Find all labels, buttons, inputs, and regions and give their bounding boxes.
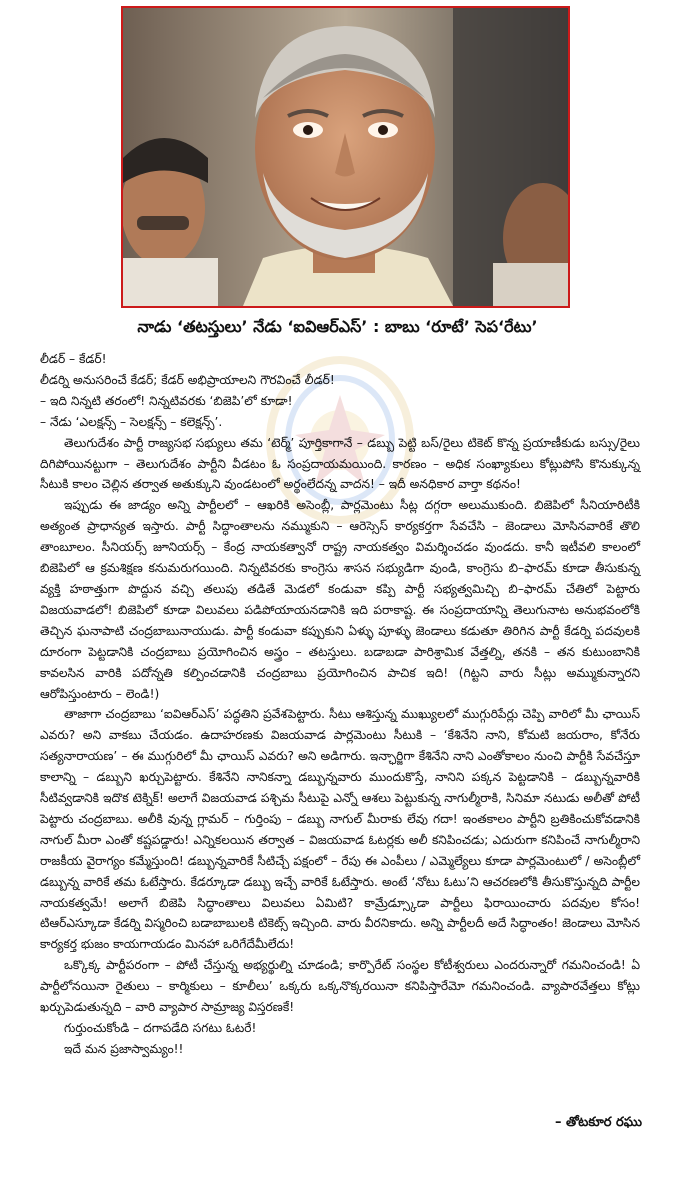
intro-line: – నేడు ‘ఎలక్షన్స్ – సెలక్షన్స్ – కలెక్షన్స్’. [40, 414, 223, 429]
portrait-image [123, 8, 568, 306]
intro-line: లీడర్ – కేడర్! [40, 352, 107, 366]
leader-photo [121, 6, 570, 308]
author-signature: – తోటకూర రఘు [554, 1115, 642, 1130]
article-paragraph: ఇప్పుడు ఈ జాడ్యం అన్ని పార్టీలలో – ఆఖరికి అసెంబ్లీ, పార్లమెంటు సీట్ల దగ్గరా అలుముకుంది. బిజెపిలో సీనియారిటీకి అత్యంత ప్రాధాన్యత ఇస్తారు. పార్టీ సిద్ధాంతాలను నమ్ముకుని – ఆరెస్సెస్ కార్యకర్తగా సేవచేసి – జెండాలు మోసినవారికే తొలి తాంబూలం. సీనియర్స్ జూనియర్స్ – కేంద్ర నాయకత్వానో రాష్ట్ర నాయకత్వం విమర్శించడం వుండదు. కానీ ఇటీవలి కాలంలో బిజెపిలో ఆ క్రమశిక్షణ కనుమరుగయింది. నిన్నటివరకు కాంగ్రెసు శాసన సభ్యుడిగా వుండి, కాంగ్రెసు బి–ఫారమ్ కూడా తీసుకున్న వ్యక్తి హఠాత్తుగా పొద్దున వచ్చి తలుపు తడితే మెడలో కండువా కప్పి పార్టీ సభ్యత్వమిచ్చి బి–ఫారమ్ చేతిలో పెట్టారు విజయవాడలో! బిజెపిలో కూడా విలువలు పడిపోయాయనడానికి ఇది పరాకాష్ట. ఈ సంప్రదాయాన్ని తెలుగునాట అనుభవంలోకి తెచ్చిన ఘనాపాటి చంద్రబాబునాయుడు. పార్టీ కండువా కప్పుకుని ఏళ్ళు పూళ్ళు జెండాలు కడుతూ తిరిగిన పార్టీ కేడర్ని పదవులకి దూరంగా పెట్టడానికి చంద్రబాబు ప్రయోగించిన అస్త్రం – తటస్తులు. బడాబడా పారిశ్రామిక వేత్తల్ని, తనకి – తన కుటుంబానికి కావలసిన వారికి పదోన్నతి కల్పించడానికి చంద్రబాబు ప్రయోగించిన పాచిక ఇది! (గిట్టని వారు సీట్లు అమ్ముకున్నారని ఆరోపిస్తుంటారు – లెండి!) [40, 498, 640, 701]
article-paragraph: తెలుగుదేశం పార్టీ రాజ్యసభ సభ్యులు తమ ‘టెర్మ్’ పూర్తికాగానే – డబ్బు పెట్టి బస్/రైలు టికెట్ కొన్న ప్రయాణీకుడు బస్సు/రైలు దిగిపోయినట్టుగా – తెలుగుదేశం పార్టీని వీడటం ఓ సంప్రదాయమయింది. కారణం – అధిక సంఖ్యాకులు కోట్లుపోసి కొనుక్కున్న సీటుకి కాలం చెల్లిన తర్వాత అతుక్కుని వుండటంలో అర్థంలేదన్న వాదన! – ఇదీ అనధికార వార్తా కథనం! [40, 435, 640, 492]
closing-line: గుర్తుంచుకోండి – దగాపడేది సగటు ఓటరే! [64, 1021, 257, 1035]
closing-line: ఇదే మన ప్రజాస్వామ్యం!! [64, 1041, 184, 1056]
article-body [40, 349, 640, 1060]
article-paragraph: తాజాగా చంద్రబాబు ‘ఐవిఆర్ఎస్’ పద్ధతిని ప్రవేశపెట్టారు. సీటు ఆశిస్తున్న ముఖ్యులలో ముగ్గురిపేర్లు చెప్పి వారిలో మీ ఛాయిస్ ఎవరు? అని వాకబు చేయడం. ఉదాహరణకు విజయవాడ పార్లమెంటు సీటుకి – ‘కేశినేని నాని, కోమటి జయరాం, కోనేరు సత్యనారాయణ’ – ఈ ముగ్గురిలో మీ ఛాయిస్ ఎవరు? అని అడిగారు. ఇన్ఛార్జిగా కేశినేని నాని ఎంతోకాలం నుంచి పార్టీకి సేవచేస్తూ కాలాన్ని – డబ్బుని ఖర్చుపెట్టారు. కేశినేని నానికన్నా డబ్బున్నవారు ముందుకొస్తే, నానిని పక్కన పెట్టడానికి – డబ్బున్నవారికి సీటివ్వడానికి ఇదొక టెక్నిక్! అలాగే విజయవాడ పశ్చిమ సీటుపై ఎన్నో ఆశలు పెట్టుకున్న నాగుల్మీరాకి, సినిమా నటుడు అలీతో పోటీ పెట్టారు చంద్రబాబు. అలీకి వున్న గ్లామర్ – గుర్తింపు – డబ్బు నాగుల్ మీరాకు లేవు గదా! ఇంతకాలం పార్టీని బ్రతికించుకోవడానికి నాగుల్ మీరా ఎంతో కష్టపడ్డారు! ఎన్నికలయిన తర్వాత – విజయవాడ ఓటర్లకు అలీ కనిపించడు; ఎదురుగా కనిపించే నాగుల్మీరాని రాజకీయ వైరాగ్యం కమ్మేస్తుంది! డబ్బున్నవారికే సీటిచ్చే పక్షంలో – రేపు ఈ ఎంపీలు / ఎమ్మెల్యేలు కూడా పార్లమెంటులో / అసెంబ్లీలో డబ్బున్న వారికే తమ ఓటేస్తారు. కేడర్కూడా డబ్బు ఇచ్చే వారికే ఓటేస్తారు. అంటే ‘నోటు ఓటు’ని ఆచరణలోకి తీసుకొస్తున్నది పార్టీల నాయకత్వమే! అలాగే బిజెపి సిద్ధాంతాలు విలువలు ఏమిటి? కామ్రేడ్స్కూడా పార్టీలు ఫిరాయించారు పదవుల కోసం! టిఆర్ఎస్కూడా కేడర్ని విస్మరించి బడాబాబులకి టికెట్స్ ఇచ్చింది. వారు వీరనికాదు. అన్ని పార్టీలదీ అదే సిద్ధాంతం! జెండాలు మోసిన కార్యకర్త భుజం కాయగాయడం మినహా ఒరిగేదేమీలేదు! [40, 707, 640, 952]
article-headline: నాడు ‘తటస్తులు’ నేడు ‘ఐవిఆర్ఎస్’ : బాబు ‘రూటే’ సెప‘రేటు’ [137, 317, 538, 336]
intro-line: – ఇది నిన్నటి తరంలో! నిన్నటివరకు ‘బిజెపి’లో కూడా! [40, 393, 293, 408]
intro-line: లీడర్ని అనుసరించే కేడర్; కేడర్ అభిప్రాయాలని గౌరవించే లీడర్! [40, 372, 335, 387]
article-paragraph: ఒక్కొక్క పార్టీపరంగా – పోటీ చేస్తున్న అభ్యర్థుల్ని చూడండి; కార్పొరేట్ సంస్థల కోటీశ్వరులు ఎందరున్నారో గమనించండి! ఏ పార్టీలోనయినా రైతులు – కార్మికులు – కూలీలు’ ఒక్కరు ఒక్కనొక్కరయినా కనిపిస్తారేమో గమనించండి. వ్యాపారవేత్తలు కోట్లు ఖర్చుపెడుతున్నది – వారి వ్యాపార సామ్రాజ్య విస్తరణకే! [40, 958, 640, 1015]
